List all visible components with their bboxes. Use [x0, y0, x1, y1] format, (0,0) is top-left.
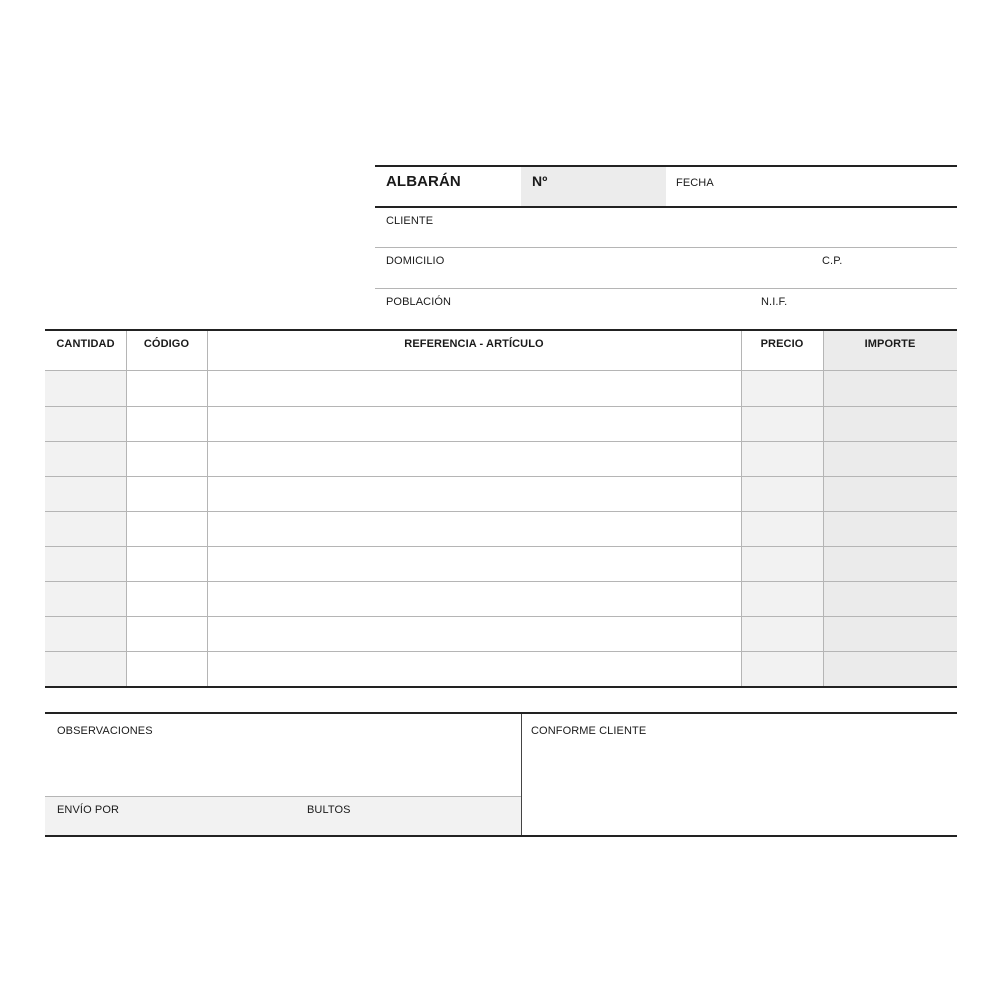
column-divider	[126, 331, 127, 686]
table-row-line	[45, 441, 957, 442]
tax-id-label: N.I.F.	[761, 296, 788, 308]
footer-divider	[521, 714, 522, 835]
shipping-label: ENVÍO POR	[57, 804, 120, 816]
city-label: POBLACIÓN	[386, 296, 452, 308]
column-header-reference: REFERENCIA - ARTÍCULO	[404, 338, 544, 350]
table-top-rule	[45, 329, 957, 331]
column-divider	[823, 331, 824, 686]
table-row-line	[45, 476, 957, 477]
footer-top-rule	[45, 712, 957, 714]
column-header-quantity: CANTIDAD	[56, 338, 115, 350]
table-bottom-rule	[45, 686, 957, 688]
shipping-row-line	[45, 796, 521, 797]
address-row-line	[375, 288, 957, 289]
observations-label: OBSERVACIONES	[57, 725, 153, 737]
postal-code-label: C.P.	[822, 255, 843, 267]
amount-column-shade	[823, 331, 957, 686]
table-row-line	[45, 406, 957, 407]
shipping-row-shade	[45, 797, 521, 835]
table-row-line	[45, 581, 957, 582]
client-approval-label: CONFORME CLIENTE	[531, 725, 647, 737]
client-row-line	[375, 247, 957, 248]
price-column-shade	[741, 371, 823, 686]
date-label: FECHA	[676, 177, 714, 189]
quantity-column-shade	[45, 371, 126, 686]
packages-label: BULTOS	[307, 804, 351, 816]
footer-bottom-rule	[45, 835, 957, 837]
column-divider	[207, 331, 208, 686]
column-divider	[741, 331, 742, 686]
header-top-rule	[375, 165, 957, 167]
table-row-line	[45, 651, 957, 652]
table-row-line	[45, 511, 957, 512]
column-header-price: PRECIO	[760, 338, 804, 350]
address-label: DOMICILIO	[386, 255, 445, 267]
table-row-line	[45, 616, 957, 617]
header-bottom-rule	[375, 206, 957, 208]
document-title: ALBARÁN	[386, 173, 461, 190]
table-header-line	[45, 370, 957, 371]
number-label: Nº	[532, 173, 548, 189]
table-row-line	[45, 546, 957, 547]
column-header-amount: IMPORTE	[864, 338, 916, 350]
column-header-code: CÓDIGO	[143, 338, 190, 350]
client-label: CLIENTE	[386, 215, 434, 227]
